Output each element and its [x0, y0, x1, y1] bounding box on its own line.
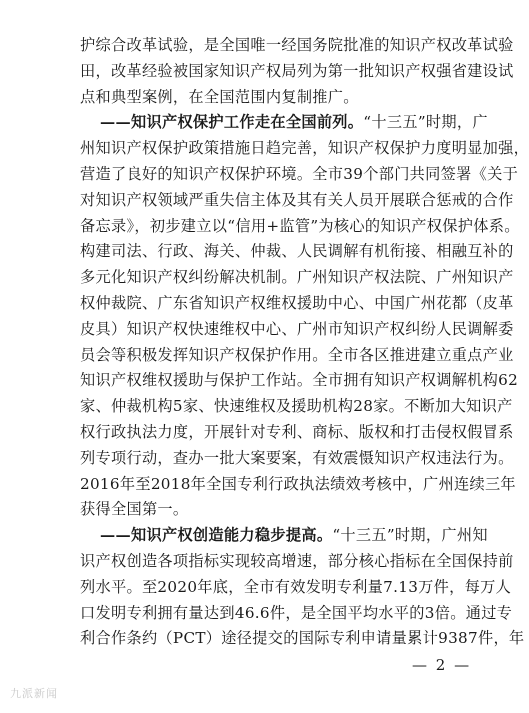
text-line: 口发明专利拥有量达到46.6件，是全国平均水平的3倍。通过专 [80, 603, 513, 622]
section-heading-line [80, 523, 488, 549]
text-line: 列专项行动，查办一批大案要案，有效震慑知识产权违法行为。 [80, 448, 514, 467]
watermark-logo: 九派新闻 [10, 687, 58, 700]
section-lead-ip-creation: ——知识产权创造能力稳步提高。 [100, 526, 333, 545]
text-line: 营造了良好的知识产权保护环境。全市39个部门共同签署《关于 [80, 164, 519, 183]
text-line: 构建司法、行政、海关、仲裁、人民调解有机衔接、相融互补的 [80, 242, 514, 261]
text-line: 利合作条约（PCT）途径提交的国际专利申请量累计9387件，年 [80, 629, 525, 648]
text-line: 列水平。至2020年底，全市有效发明专利量7.13万件，每万人 [80, 577, 512, 596]
text-line: 对知识产权领域严重失信主体及其有关人员开展联合惩戒的合作 [80, 190, 514, 209]
text-line: 权行政执法力度，开展针对专利、商标、版权和打击侵权假冒系 [80, 422, 514, 441]
text-line: 识产权创造各项指标实现较高增速，部分核心指标在全国保持前 [80, 551, 514, 570]
text-line: 员会等积极发挥知识产权保护作用。全市各区推进建立重点产业 [80, 345, 514, 364]
section-lead-ip-protection: ——知识产权保护工作走在全国前列。 [100, 113, 364, 132]
text-line: 多元化知识产权纠纷解决机制。广州知识产权法院、广州知识产 [80, 268, 514, 287]
text-line: 点和典型案例，在全国范围内复制推广。 [80, 87, 359, 106]
text-line: 备忘录》，初步建立以“信用+监管”为核心的知识产权保护体系。 [80, 216, 520, 235]
text-line: 知识产权维权援助与保护工作站。全市拥有知识产权调解机构62 [80, 371, 519, 390]
text-line: 皮具）知识产权快速维权中心、广州市知识产权纠纷人民调解委 [80, 319, 514, 338]
text-line: 获得全国第一。 [80, 500, 189, 519]
text-line: 州知识产权保护政策措施日趋完善，知识产权保护力度明显加强， [80, 139, 529, 158]
text-span: “十三五”时期，广州知 [332, 526, 488, 545]
page-number: — 2 — [412, 656, 472, 674]
text-span: “十三五”时期，广 [363, 113, 488, 132]
text-line: 田，改革经验被国家知识产权局列为第一批知识产权强省建设试 [80, 61, 514, 80]
text-line: 2016年至2018年全国专利行政执法绩效考核中，广州连续三年 [80, 474, 516, 493]
text-line: 护综合改革试验，是全国唯一经国务院批准的知识产权改革试验 [80, 36, 514, 54]
section-heading-line [80, 110, 488, 136]
text-line: 权仲裁院、广东省知识产权维权援助中心、中国广州花都（皮革 [80, 293, 514, 312]
text-line: 家、仲裁机构5家、快速维权及援助机构28家。不断加大知识产 [80, 397, 513, 416]
document-body [80, 33, 529, 652]
